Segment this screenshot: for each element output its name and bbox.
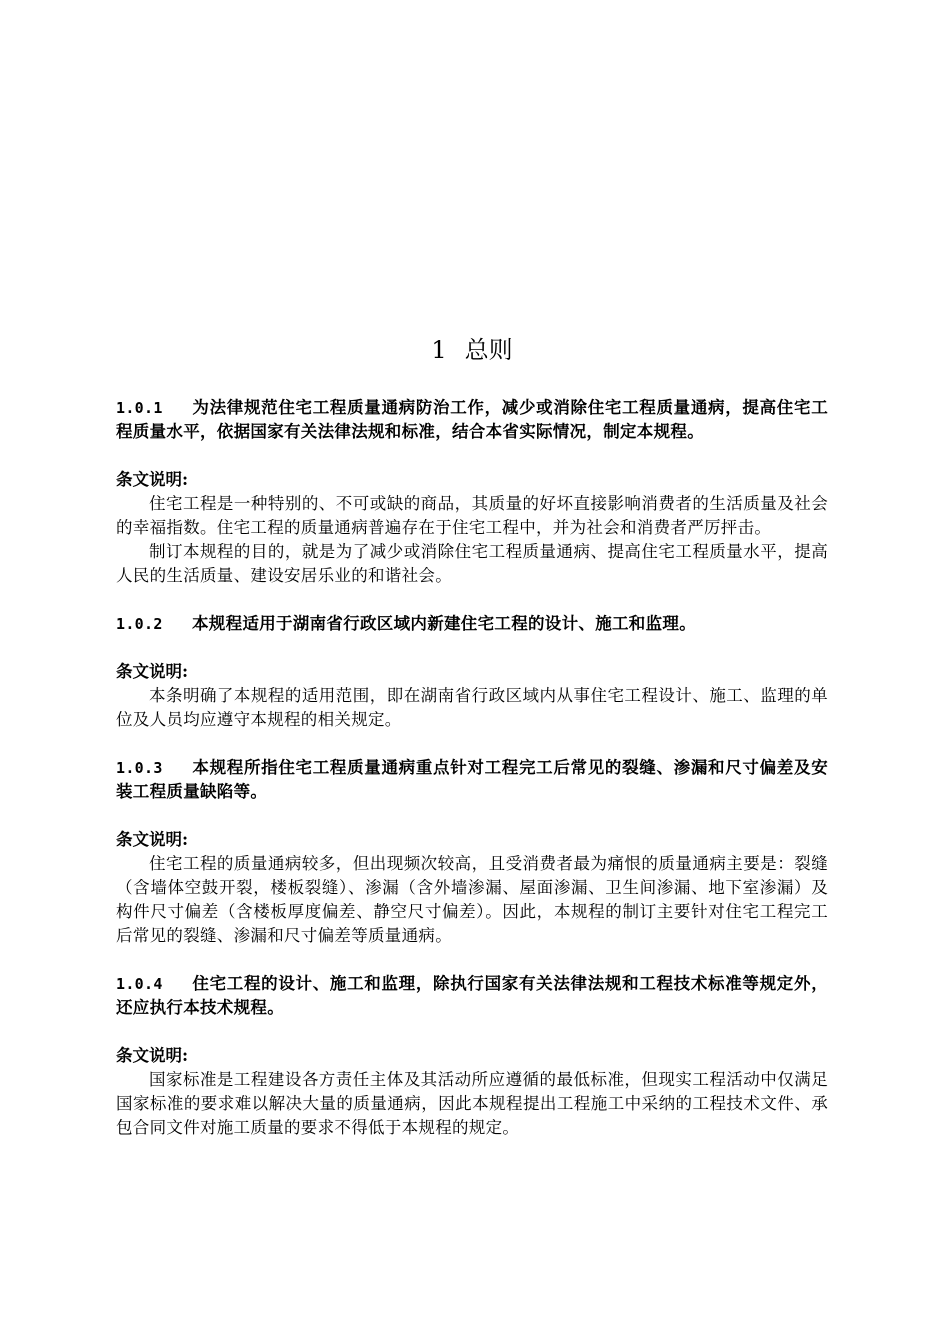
explanation-paragraph: 国家标准是工程建设各方责任主体及其活动所应遵循的最低标准，但现实工程活动中仅满足国家标准的要求难以解决大量的质量通病，因此本规程提出工程施工中采纳的工程技术文件、承包合同文件对施工质量的要求不得低于本规程的规定。 — [116, 1070, 828, 1137]
clause-paragraph — [116, 612, 828, 636]
clause-paragraph — [116, 972, 828, 1020]
explanation-label: 条文说明: — [116, 830, 189, 849]
explanation-label: 条文说明: — [116, 662, 189, 681]
clause-number: 1.0.4 — [116, 975, 163, 993]
chapter-number: 1 — [431, 336, 447, 364]
chapter-title-text: 总则 — [464, 336, 513, 364]
clause-text: 本规程所指住宅工程质量通病重点针对工程完工后常见的裂缝、渗漏和尺寸偏差及安装工程质量缺陷等。 — [116, 758, 828, 801]
section-1-0-4 — [116, 972, 828, 1140]
clause-paragraph — [116, 396, 828, 444]
clause-text: 住宅工程的设计、施工和监理，除执行国家有关法律法规和工程技术标准等规定外，还应执行本技术规程。 — [116, 974, 828, 1017]
explanation-paragraph: 住宅工程的质量通病较多，但出现频次较高，且受消费者最为痛恨的质量通病主要是：裂缝（含墙体空鼓开裂，楼板裂缝）、渗漏（含外墙渗漏、屋面渗漏、卫生间渗漏、地下室渗漏）及构件尺寸偏差（含楼板厚度偏差、静空尺寸偏差）。因此，本规程的制订主要针对住宅工程完工后常见的裂缝、渗漏和尺寸偏差等质量通病。 — [116, 854, 828, 945]
explanation-paragraph: 住宅工程是一种特别的、不可或缺的商品，其质量的好坏直接影响消费者的生活质量及社会的幸福指数。住宅工程的质量通病普遍存在于住宅工程中，并为社会和消费者严厉抨击。 — [116, 494, 828, 537]
clause-text: 为法律规范住宅工程质量通病防治工作，减少或消除住宅工程质量通病，提高住宅工程质量水平，依据国家有关法律法规和标准，结合本省实际情况，制定本规程。 — [116, 398, 828, 441]
document-page — [116, 334, 828, 1140]
section-1-0-1 — [116, 396, 828, 588]
explanation-paragraph: 制订本规程的目的，就是为了减少或消除住宅工程质量通病、提高住宅工程质量水平，提高人民的生活质量、建设安居乐业的和谐社会。 — [116, 542, 828, 585]
clause-number: 1.0.1 — [116, 399, 163, 417]
section-1-0-3 — [116, 756, 828, 948]
explanation-paragraph: 本条明确了本规程的适用范围，即在湖南省行政区域内从事住宅工程设计、施工、监理的单位及人员均应遵守本规程的相关规定。 — [116, 686, 828, 729]
clause-number: 1.0.3 — [116, 759, 163, 777]
chapter-title — [116, 334, 828, 366]
explanation-label: 条文说明: — [116, 1046, 189, 1065]
clause-number: 1.0.2 — [116, 615, 163, 633]
explanation-label: 条文说明: — [116, 470, 189, 489]
clause-text: 本规程适用于湖南省行政区域内新建住宅工程的设计、施工和监理。 — [192, 614, 696, 633]
section-1-0-2 — [116, 612, 828, 732]
clause-paragraph — [116, 756, 828, 804]
